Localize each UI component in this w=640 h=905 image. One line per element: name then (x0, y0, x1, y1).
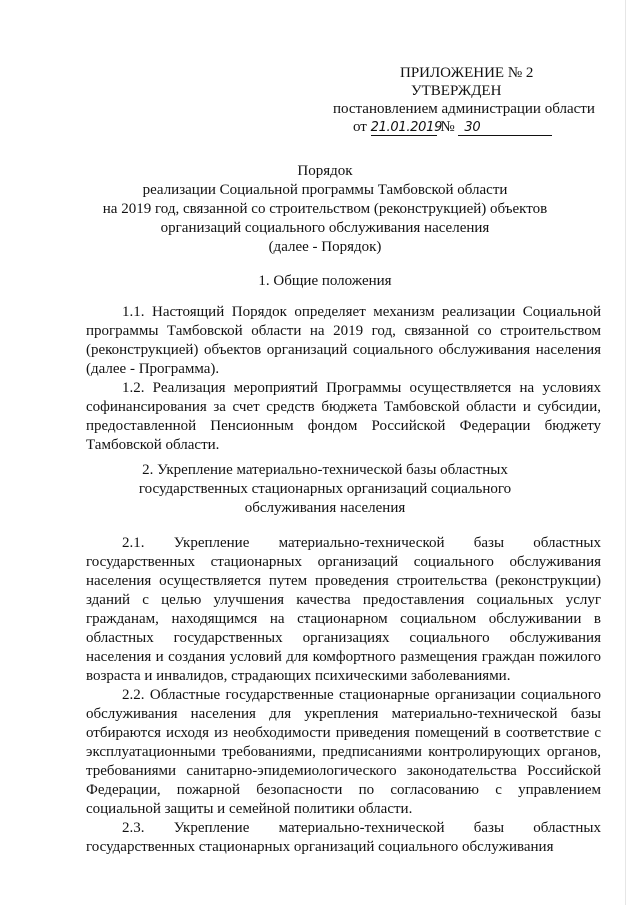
approval-stamp (325, 64, 615, 136)
handwritten-date: 21.01.2019 (370, 120, 443, 135)
scan-edge-divider (625, 0, 626, 905)
document-title (95, 162, 555, 257)
title-line: реализации Социальной программы Тамбовской области (142, 182, 508, 198)
date-prefix: от (353, 119, 367, 135)
paragraph-2-3: 2.3. Укрепление материально-технической базы областных государственных стационарных организаций социального обслуживания (86, 820, 601, 855)
paragraph-1-2: 1.2. Реализация мероприятий Программы осуществляется на условиях софинансирования за счет средств бюджета Тамбовской области и субсидии, предоставленной Пенсионным фондом Российской Федерации бюджету Тамбовской области. (86, 380, 601, 453)
section-heading-line: 2. Укрепление материально-технической базы областных (142, 462, 508, 478)
approved-label: УТВЕРЖДЕН (411, 83, 502, 99)
section-2-heading (90, 461, 560, 518)
resolution-label: постановлением администрации области (333, 101, 595, 117)
handwritten-number: 30 (458, 120, 552, 136)
title-line: на 2019 год, связанной со строительством (реконструкцией) объектов (102, 201, 548, 217)
paragraph-2-2: 2.2. Областные государственные стационарные организации социального обслуживания населения для укрепления материально-технической базы отбираются исходя из необходимости приведения помещений в соответствие с эксплуатационными требованиями, предписаниями контролирующих органов, требованиями санитарно-эпидемиологического законодательства Российской Федерации, пожарной безопасности по согласованию с управлением социальной защиты и семейной политики области. (86, 687, 601, 817)
title-line: (далее - Порядок) (268, 239, 382, 255)
section-heading-line: государственных стационарных организаций социального (138, 481, 512, 497)
number-prefix: № (440, 119, 455, 135)
date-number-line (325, 118, 615, 136)
section-heading-line: обслуживания населения (244, 500, 406, 516)
paragraph-1-1: 1.1. Настоящий Порядок определяет механизм реализации Социальной программы Тамбовской области на 2019 год, связанной со строительством (реконструкцией) объектов организаций социального обслуживания населения (далее - Программа). (86, 304, 601, 377)
section-1-heading (90, 272, 560, 291)
section-2-body (86, 534, 601, 857)
title-line: Порядок (297, 163, 353, 179)
paragraph-2-1: 2.1. Укрепление материально-технической базы областных государственных стационарных организаций социального обслуживания населения осуществляется путем проведения строительства (реконструкции) зданий с целью улучшения качества предоставления социальных услуг гражданам, находящимся на стационарном социальном обслуживании в областных государственных организациях социального обслуживания населения и создания условий для комфортного размещения граждан пожилого возраста и инвалидов, страдающих психическими заболеваниями. (86, 535, 601, 684)
appendix-label: ПРИЛОЖЕНИЕ № 2 (400, 65, 534, 81)
title-line: организаций социального обслуживания населения (160, 220, 490, 236)
section-heading-line: 1. Общие положения (258, 273, 392, 289)
section-1-body (86, 303, 601, 455)
